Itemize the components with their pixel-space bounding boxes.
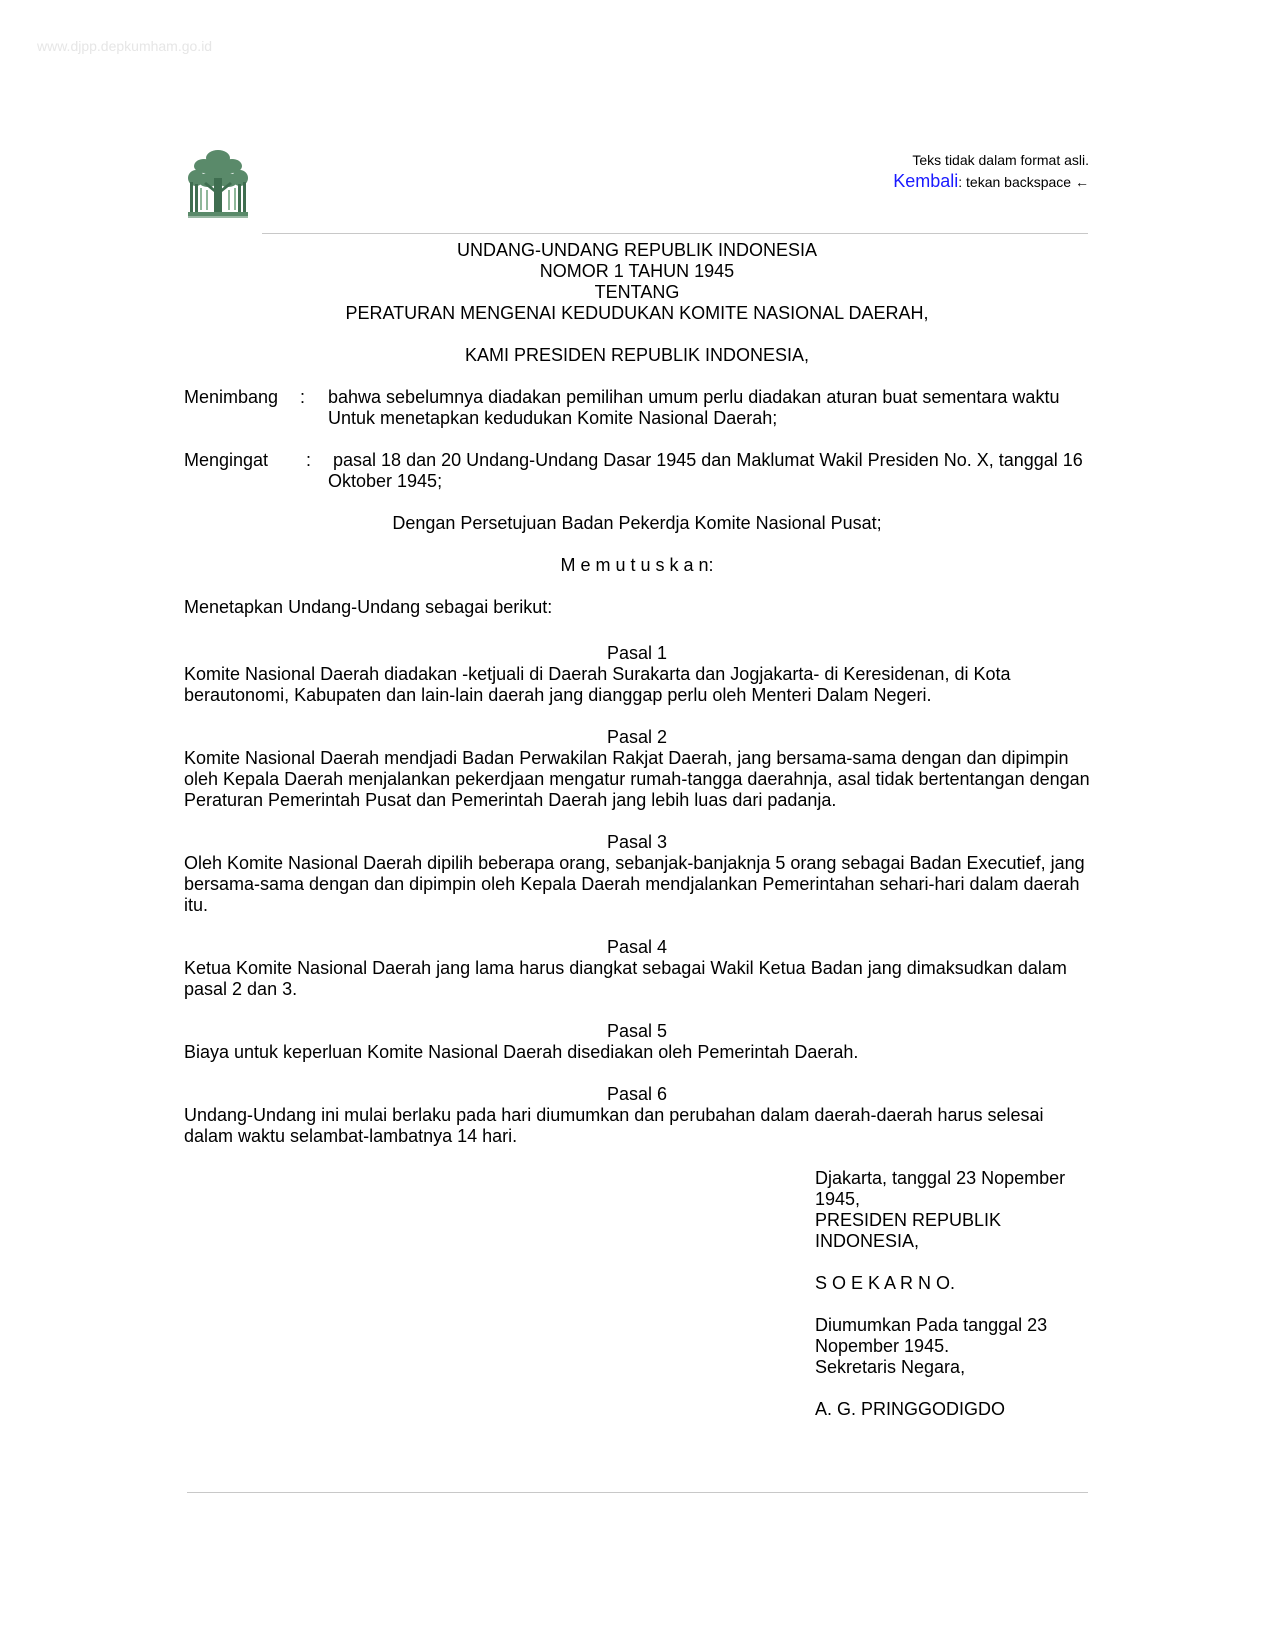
article-text: Komite Nasional Daerah mendjadi Badan Perwakilan Rakjat Daerah, jang bersama-sama dengan dan dipimpin oleh Kepala Daerah menjalankan pekerdjaan mengatur rumah-tangga daerahnja, asal tidak bertentangan dengan Peraturan Pemerintah Pusat dan Pemerintah Daerah jang lebih luas dari padanja. xyxy=(184,748,1090,810)
consideration-colon: : xyxy=(306,450,312,470)
article-title: Pasal 4 xyxy=(606,937,668,957)
heading-line-4: PERATURAN MENGENAI KEDUDUKAN KOMITE NASIONAL DAERAH, xyxy=(345,303,929,323)
establish-line: Menetapkan Undang-Undang sebagai berikut: xyxy=(184,597,553,617)
consideration-mengingat xyxy=(184,450,1090,492)
consideration-colon: : xyxy=(300,387,306,407)
article-title: Pasal 6 xyxy=(606,1084,668,1104)
signature-block xyxy=(815,1168,1085,1420)
president-line: KAMI PRESIDEN REPUBLIK INDONESIA, xyxy=(464,345,810,365)
consideration-text: pasal 18 dan 20 Undang-Undang Dasar 1945 dan Maklumat Wakil Presiden No. X, tanggal 16 Oktober 1945; xyxy=(328,450,1088,491)
heading-line-2: NOMOR 1 TAHUN 1945 xyxy=(539,261,735,281)
article-text: Oleh Komite Nasional Daerah dipilih beberapa orang, sebanjak-banjaknja 5 orang sebagai Badan Executief, jang bersama-sama dengan dan dipimpin oleh Kepala Daerah mendjalankan Pemerintahan sehari-hari dalam daerah itu. xyxy=(184,853,1085,915)
consideration-label: Mengingat xyxy=(184,450,269,470)
article-title: Pasal 1 xyxy=(606,643,668,663)
promulgation-date: Diumumkan Pada tanggal 23 Nopember 1945. xyxy=(815,1315,1048,1356)
bottom-divider xyxy=(187,1492,1088,1493)
article-text: Biaya untuk keperluan Komite Nasional Daerah disediakan oleh Pemerintah Daerah. xyxy=(184,1042,859,1062)
back-hint-text: : tekan backspace ← xyxy=(958,174,1089,190)
format-note-text: Teks tidak dalam format asli. xyxy=(912,152,1089,168)
heading-line-3: TENTANG xyxy=(594,282,680,302)
approval-line: Dengan Persetujuan Badan Pekerdja Komite Nasional Pusat; xyxy=(392,513,882,533)
article-text: Ketua Komite Nasional Daerah jang lama harus diangkat sebagai Wakil Ketua Badan jang dimaksudkan dalam pasal 2 dan 3. xyxy=(184,958,1067,999)
consideration-menimbang xyxy=(184,387,1090,429)
article-title: Pasal 3 xyxy=(606,832,668,852)
secretary-office: Sekretaris Negara, xyxy=(815,1357,966,1377)
article-pasal-1 xyxy=(184,643,1090,706)
consideration-label: Menimbang xyxy=(184,387,279,407)
article-title: Pasal 2 xyxy=(606,727,668,747)
secretary-name: A. G. PRINGGODIGDO xyxy=(815,1399,1006,1419)
heading-line-1: UNDANG-UNDANG REPUBLIK INDONESIA xyxy=(456,240,818,260)
article-pasal-2 xyxy=(184,727,1090,811)
article-title: Pasal 5 xyxy=(606,1021,668,1041)
signature-place-date: Djakarta, tanggal 23 Nopember 1945, xyxy=(815,1168,1066,1209)
article-pasal-3 xyxy=(184,832,1090,916)
back-link[interactable]: Kembali xyxy=(893,171,959,191)
top-divider xyxy=(262,233,1088,234)
format-note xyxy=(893,150,1089,193)
tree-emblem-icon xyxy=(186,148,250,218)
article-text: Komite Nasional Daerah diadakan -ketjuali di Daerah Surakarta dan Jogjakarta- di Keresidenan, di Kota berautonomi, Kabupaten dan lain-lain daerah jang dianggap perlu oleh Menteri Dalam Negeri. xyxy=(184,664,1011,705)
decide-line: M e m u t u s k a n: xyxy=(560,555,714,575)
consideration-text: bahwa sebelumnya diadakan pemilihan umum perlu diadakan aturan buat sementara waktu Untuk menetapkan kedudukan Komite Nasional Daerah; xyxy=(328,387,1060,428)
back-hint-row xyxy=(893,171,1089,193)
article-text: Undang-Undang ini mulai berlaku pada hari diumumkan dan perubahan dalam daerah-daerah harus selesai dalam waktu selambat-lambatnya 14 hari. xyxy=(184,1105,1044,1146)
article-pasal-5 xyxy=(184,1021,1090,1063)
signature-name: S O E K A R N O. xyxy=(815,1273,956,1293)
watermark: www.djpp.depkumham.go.id xyxy=(37,38,213,54)
document-heading xyxy=(184,240,1090,324)
signature-office: PRESIDEN REPUBLIK INDONESIA, xyxy=(815,1210,1002,1251)
document-body xyxy=(184,240,1090,1420)
article-pasal-6 xyxy=(184,1084,1090,1147)
article-pasal-4 xyxy=(184,937,1090,1000)
